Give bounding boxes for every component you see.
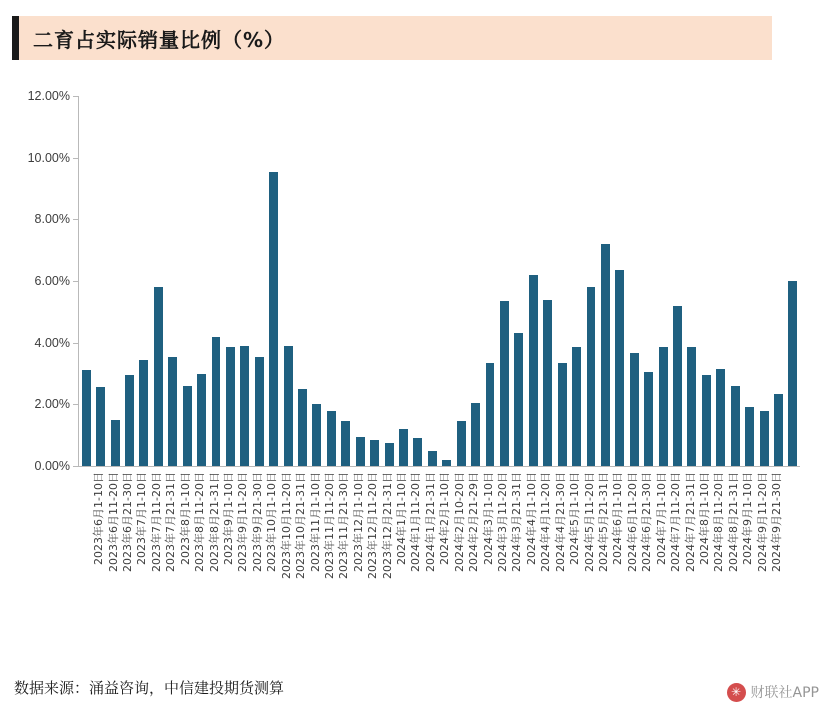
bar <box>96 387 105 466</box>
bar-slot <box>295 96 309 466</box>
x-axis-tick-label: 2024年8月11-20日 <box>712 472 726 572</box>
x-axis-label-slot <box>584 470 610 620</box>
bar <box>385 443 394 466</box>
x-axis-label-slot <box>324 470 351 620</box>
bar-slot <box>151 96 165 466</box>
x-axis-tick-label: 2024年8月21-31日 <box>726 472 740 572</box>
x-axis-label-slot <box>757 470 784 620</box>
x-axis-tick-label: 2024年2月1-10日 <box>438 472 452 565</box>
bar <box>370 440 379 466</box>
x-axis-label-slot <box>714 470 740 620</box>
x-axis-label-slot <box>411 470 437 620</box>
x-axis-label-slot <box>166 470 192 620</box>
x-axis-tick-label: 2024年1月11-20日 <box>409 472 423 572</box>
x-axis-tick-label: 2024年7月11-20日 <box>669 472 683 572</box>
x-axis-label-slot <box>281 470 308 620</box>
bar-slot <box>281 96 295 466</box>
bar-slot <box>339 96 353 466</box>
x-axis-tick-label: 2023年7月1-10日 <box>135 472 149 565</box>
x-axis-label-slot <box>266 470 293 620</box>
bar <box>111 420 120 466</box>
bar <box>269 172 278 466</box>
x-axis-tick-label: 2024年5月1-10日 <box>568 472 582 565</box>
x-axis-tick-label: 2024年5月11-20日 <box>582 472 596 572</box>
x-axis-label-slot <box>598 470 625 620</box>
bar-slot <box>786 96 800 466</box>
x-axis-label-slot <box>786 470 800 620</box>
bar <box>154 287 163 466</box>
x-axis-tick-label: 2023年11月1-10日 <box>308 472 322 572</box>
bar <box>558 363 567 466</box>
x-axis-label-slot <box>93 470 120 620</box>
bar-slot <box>742 96 756 466</box>
bar <box>255 357 264 466</box>
x-axis-tick-label: 2024年1月21-31日 <box>423 472 437 572</box>
bar <box>442 460 451 466</box>
page-title: 二育占实际销量比例（%） <box>33 27 286 52</box>
bar-slot <box>252 96 266 466</box>
bar-slot <box>108 96 122 466</box>
x-axis-tick-label: 2023年8月11-20日 <box>193 472 207 572</box>
bar-slot <box>324 96 338 466</box>
x-axis-tick-label: 2023年7月21-31日 <box>164 472 178 572</box>
bar-slot <box>266 96 280 466</box>
x-axis-label-slot <box>613 470 639 620</box>
bar <box>212 337 221 467</box>
bar-slot <box>670 96 684 466</box>
x-axis-label-slot <box>656 470 683 620</box>
bar <box>673 306 682 466</box>
bar <box>615 270 624 466</box>
x-axis-tick-label: 2024年2月10-20日 <box>452 472 466 572</box>
y-axis-tick-label: 0.00% <box>34 459 70 473</box>
bar-slot <box>584 96 598 466</box>
bar-slot <box>555 96 569 466</box>
x-axis-tick-label: 2023年6月21-30日 <box>121 472 135 572</box>
bar <box>240 346 249 466</box>
x-axis-tick-label: 2024年6月1-10日 <box>611 472 625 565</box>
bar-slot <box>757 96 771 466</box>
bar-slot <box>137 96 151 466</box>
x-axis-label-slot <box>396 470 423 620</box>
bar-slot <box>598 96 612 466</box>
x-axis-label-slot <box>137 470 163 620</box>
bar-slot <box>526 96 540 466</box>
bar <box>183 386 192 466</box>
x-axis-label-slot <box>468 470 495 620</box>
x-axis-label-slot <box>223 470 250 620</box>
x-axis-label-slot <box>194 470 221 620</box>
bar <box>284 346 293 466</box>
bar-slot <box>699 96 713 466</box>
bar-slot <box>613 96 627 466</box>
bar-slot <box>425 96 439 466</box>
bar-slot <box>209 96 223 466</box>
x-axis-label-slot <box>569 470 596 620</box>
x-axis-tick-label: 2024年9月1-10日 <box>741 472 755 565</box>
weibo-logo-icon: ✳ <box>727 683 746 702</box>
source-note: 数据来源：涌益咨询，中信建投期货测算 <box>14 679 285 697</box>
x-axis-label-slot <box>440 470 466 620</box>
x-axis-tick-label: 2024年3月11-20日 <box>496 472 510 572</box>
bar-slot <box>353 96 367 466</box>
bar-slot <box>79 96 93 466</box>
bar <box>659 347 668 466</box>
bar <box>471 403 480 466</box>
x-axis-label-slot <box>541 470 567 620</box>
x-axis-label-slot <box>742 470 769 620</box>
bar-slot <box>627 96 641 466</box>
bar-slot <box>180 96 194 466</box>
x-axis-tick-label: 2023年10月11-20日 <box>279 472 293 579</box>
bar-slot <box>382 96 396 466</box>
x-axis-tick-label: 2024年7月1-10日 <box>654 472 668 565</box>
x-axis-label-slot <box>728 470 755 620</box>
x-axis-label-slot <box>771 470 785 620</box>
x-axis-tick-label: 2023年11月11-20日 <box>322 472 336 579</box>
x-axis-tick-label: 2024年1月1-10日 <box>395 472 409 565</box>
x-axis-tick-label: 2024年4月21-30日 <box>553 472 567 572</box>
bar <box>327 411 336 467</box>
x-axis-label-slot <box>252 470 279 620</box>
x-axis-label-slot <box>526 470 553 620</box>
bar-slot <box>641 96 655 466</box>
x-axis-tick-label: 2024年3月1-10日 <box>481 472 495 565</box>
bar <box>601 244 610 466</box>
bar <box>731 386 740 466</box>
bar-slot <box>728 96 742 466</box>
bar-slot <box>497 96 511 466</box>
bar-slot <box>685 96 699 466</box>
bar <box>197 374 206 467</box>
bar-slot <box>411 96 425 466</box>
bar <box>500 301 509 466</box>
x-axis-tick-label: 2024年6月21-30日 <box>640 472 654 572</box>
bar <box>356 437 365 466</box>
x-axis-label-slot <box>627 470 654 620</box>
x-axis-tick-label: 2023年10月21-31日 <box>294 472 308 579</box>
x-axis-label-slot <box>238 470 264 620</box>
bar-slot <box>93 96 107 466</box>
bar <box>413 438 422 466</box>
bar <box>702 375 711 466</box>
y-axis-tick-mark <box>73 219 78 220</box>
x-axis-label-slot <box>382 470 409 620</box>
bar-slot <box>310 96 324 466</box>
x-axis-tick-label: 2023年9月21-30日 <box>250 472 264 572</box>
x-axis-label-slot <box>685 470 711 620</box>
bar <box>312 404 321 466</box>
x-axis-label-slot <box>497 470 524 620</box>
bar <box>457 421 466 466</box>
y-axis-tick-label: 8.00% <box>34 212 70 227</box>
bar-slot <box>454 96 468 466</box>
bar-slot <box>194 96 208 466</box>
x-axis-tick-label: 2023年8月1-10日 <box>178 472 192 565</box>
x-axis-tick-label: 2023年8月21-31日 <box>207 472 221 572</box>
bar <box>486 363 495 466</box>
y-axis-tick-mark <box>73 96 78 97</box>
bar <box>529 275 538 466</box>
bar <box>572 347 581 466</box>
bar-slot <box>223 96 237 466</box>
x-axis-label-slot <box>353 470 380 620</box>
x-axis-label-slot <box>454 470 481 620</box>
x-axis-label-slot <box>108 470 135 620</box>
bar-slot <box>483 96 497 466</box>
y-axis-tick-mark <box>73 281 78 282</box>
bar-slot <box>541 96 555 466</box>
bar-slot <box>569 96 583 466</box>
bar <box>630 353 639 466</box>
x-axis-line <box>78 466 800 467</box>
x-axis-label-slot <box>209 470 235 620</box>
watermark <box>727 682 819 702</box>
x-axis-tick-label: 2023年9月1-10日 <box>222 472 235 565</box>
bar <box>687 347 696 466</box>
x-axis-label-slot <box>339 470 365 620</box>
bar <box>82 370 91 466</box>
x-axis-tick-label: 2023年7月11-20日 <box>149 472 163 572</box>
y-axis-tick-mark <box>73 404 78 405</box>
x-axis-label-slot <box>310 470 336 620</box>
bar <box>745 407 754 466</box>
y-axis-tick-label: 10.00% <box>27 150 70 165</box>
x-axis-tick-label: 2023年9月11-20日 <box>236 472 250 572</box>
bar <box>341 421 350 466</box>
x-axis-tick-label: 2024年6月11-20日 <box>625 472 639 572</box>
watermark-label: 财联社APP <box>750 685 819 701</box>
bar-slot <box>512 96 526 466</box>
x-axis-label-slot <box>425 470 452 620</box>
bar <box>514 333 523 466</box>
x-axis-label-slot <box>79 470 106 620</box>
y-axis-tick-label: 6.00% <box>34 274 70 288</box>
x-axis-label-slot <box>670 470 697 620</box>
bar <box>760 411 769 467</box>
y-axis-tick-mark <box>73 343 78 344</box>
x-axis-label-slot <box>180 470 207 620</box>
x-axis-tick-label: 2024年8月1-10日 <box>697 472 711 565</box>
y-axis-tick-label: 4.00% <box>34 335 70 350</box>
bar-slot <box>166 96 180 466</box>
chart-title-bar <box>12 16 772 60</box>
bar-slot <box>771 96 785 466</box>
x-axis-label-slot <box>555 470 582 620</box>
bar-slot <box>440 96 454 466</box>
x-axis-tick-label: 2024年4月1-10日 <box>524 472 538 565</box>
x-axis-label-slot <box>367 470 394 620</box>
bar-slot <box>367 96 381 466</box>
x-axis-labels <box>79 470 800 620</box>
bar-series <box>79 96 800 466</box>
x-axis-label-slot <box>483 470 510 620</box>
bar-slot <box>714 96 728 466</box>
bar-slot <box>396 96 410 466</box>
bar <box>716 369 725 466</box>
y-axis-tick-label: 2.00% <box>34 397 70 412</box>
y-axis-tick-mark <box>73 158 78 159</box>
bar <box>226 347 235 466</box>
bar <box>399 429 408 466</box>
x-axis-label-slot <box>699 470 726 620</box>
y-axis-tick-mark <box>73 466 78 467</box>
bar <box>428 451 437 466</box>
bar <box>788 281 797 466</box>
bar <box>543 300 552 467</box>
x-axis-tick-label: 2024年7月21-31日 <box>683 472 697 572</box>
bar-slot <box>468 96 482 466</box>
x-axis-tick-label: 2024年3月21-31日 <box>510 472 524 572</box>
bar <box>125 375 134 466</box>
x-axis-label-slot <box>151 470 178 620</box>
x-axis-tick-label: 2023年11月21-30日 <box>337 472 351 579</box>
x-axis-label-slot <box>641 470 668 620</box>
x-axis-label-slot <box>512 470 538 620</box>
bar-slot <box>656 96 670 466</box>
x-axis-tick-label: 2024年4月11-20日 <box>539 472 553 572</box>
x-axis-label-slot <box>295 470 322 620</box>
x-axis-tick-label: 2023年10月1-10日 <box>265 472 279 572</box>
bar-slot <box>238 96 252 466</box>
bar-slot <box>122 96 136 466</box>
x-axis-tick-label: 2024年9月11-20日 <box>755 472 769 572</box>
bar <box>298 389 307 466</box>
x-axis-tick-label: 2023年12月21-31日 <box>380 472 394 579</box>
x-axis-label-slot <box>122 470 149 620</box>
x-axis-tick-label: 2024年9月21-30日 <box>770 472 784 572</box>
x-axis-tick-label: 2023年6月1-10日 <box>92 472 106 565</box>
bar <box>774 394 783 466</box>
x-axis-tick-label: 2023年12月1-10日 <box>351 472 365 572</box>
bar-chart <box>0 78 835 638</box>
bar <box>644 372 653 466</box>
y-axis-tick-label: 12.00% <box>27 89 70 103</box>
title-accent-bar <box>12 16 19 60</box>
x-axis-tick-label: 2024年2月21-29日 <box>467 472 481 572</box>
x-axis-tick-label: 2024年5月21-31日 <box>596 472 610 572</box>
bar <box>168 357 177 466</box>
bar <box>139 360 148 466</box>
x-axis-tick-label: 2023年6月11-20日 <box>106 472 120 572</box>
bar <box>587 287 596 466</box>
x-axis-tick-label: 2023年12月11-20日 <box>366 472 380 579</box>
